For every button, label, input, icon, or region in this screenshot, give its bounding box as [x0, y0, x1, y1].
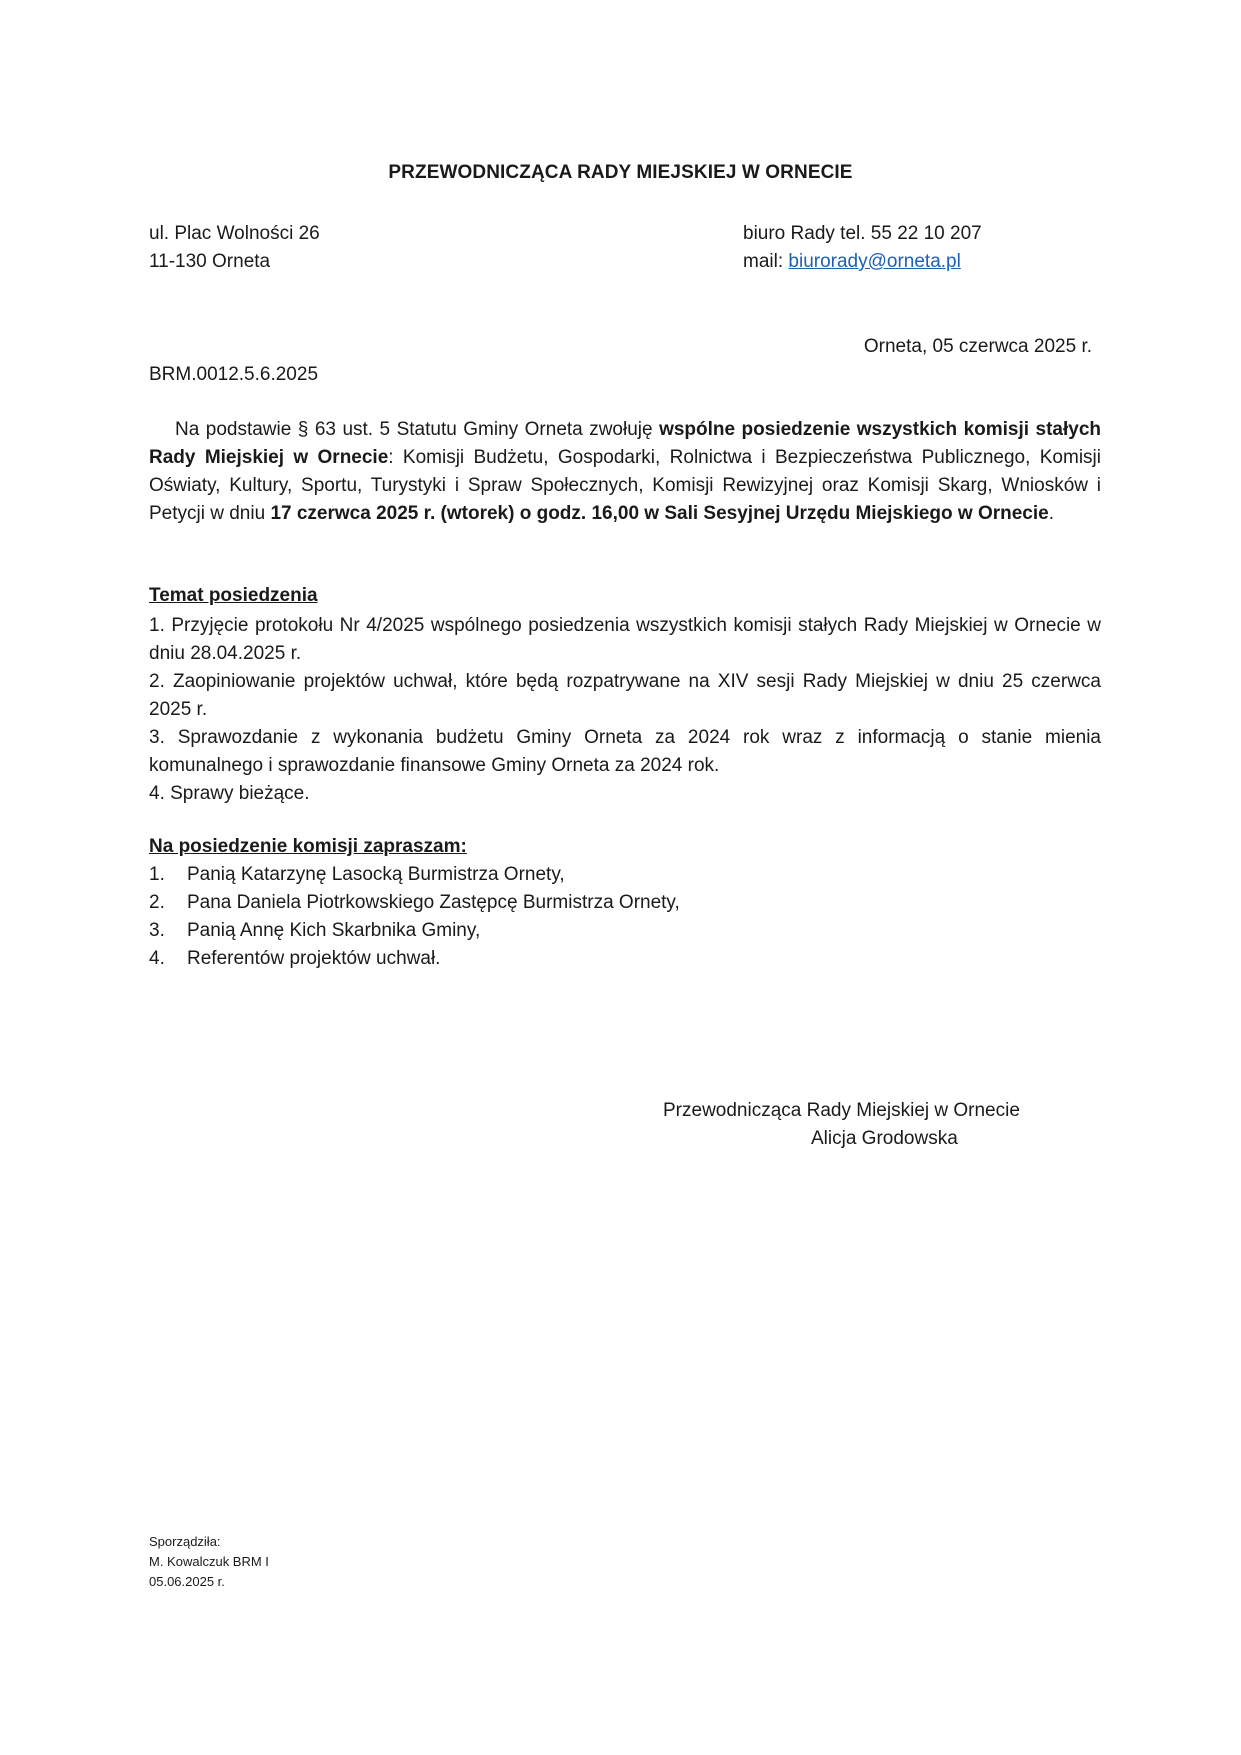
- agenda-item: 2. Zaopiniowanie projektów uchwał, które będą rozpatrywane na XIV sesji Rady Miejskiej w dniu 25 czerwca 2025 r.: [149, 671, 1101, 720]
- contact-block: [743, 220, 982, 276]
- list-item: [149, 889, 680, 917]
- mail-label: mail:: [743, 251, 789, 272]
- list-item-text: Referentów projektów uchwał.: [187, 948, 441, 969]
- list-item-number: 1.: [149, 864, 165, 885]
- intro-bold-2: 17 czerwca 2025 r. (wtorek) o godz. 16,00 w Sali Sesyjnej Urzędu Miejskiego w Ornecie: [270, 503, 1049, 524]
- list-item-number: 2.: [149, 892, 165, 913]
- address-city: 11-130 Orneta: [149, 251, 271, 272]
- agenda-item: 4. Sprawy bieżące.: [149, 783, 310, 804]
- contact-mail: [743, 248, 982, 276]
- list-item-number: 3.: [149, 920, 165, 941]
- intro-bold-1: wspólne posiedzenie wszystkich komisji stałych Rady Miejskiej w Ornecie: [149, 419, 1102, 468]
- agenda-item: 3. Sprawozdanie z wykonania budżetu Gminy Orneta za 2024 rok wraz z informacją o stanie mienia komunalnego i sprawozdanie finansowe Gminy Orneta za 2024 rok.: [149, 727, 1101, 776]
- agenda-item: 1. Przyjęcie protokołu Nr 4/2025 wspólnego posiedzenia wszystkich komisji stałych Rady Miejskiej w Ornecie w dniu 28.04.2025 r.: [149, 615, 1101, 664]
- list-item: [149, 917, 680, 945]
- mail-link[interactable]: biurorady@orneta.pl: [788, 251, 961, 272]
- list-item: [149, 861, 680, 889]
- agenda-section: [149, 582, 1101, 808]
- footer-author: M. Kowalczuk BRM I: [149, 1554, 269, 1569]
- list-item-text: Panią Annę Kich Skarbnika Gminy,: [187, 920, 481, 941]
- signature-block: [663, 1097, 1063, 1153]
- contact-phone: biuro Rady tel. 55 22 10 207: [743, 223, 982, 244]
- reference-number: BRM.0012.5.6.2025: [149, 364, 319, 385]
- invitations-heading: Na posiedzenie komisji zapraszam:: [149, 836, 467, 857]
- signature-role: Przewodnicząca Rady Miejskiej w Ornecie: [663, 1100, 1020, 1121]
- intro-text-1: Na podstawie § 63 ust. 5 Statutu Gminy Orneta zwołuję: [175, 419, 660, 440]
- list-item-number: 4.: [149, 948, 165, 969]
- intro-paragraph: [149, 416, 1101, 528]
- agenda-heading: Temat posiedzenia: [149, 585, 318, 606]
- list-item-text: Pana Daniela Piotrkowskiego Zastępcę Burmistrza Ornety,: [187, 892, 680, 913]
- footer-date: 05.06.2025 r.: [149, 1574, 225, 1589]
- list-item: [149, 945, 680, 973]
- list-item-text: Panią Katarzynę Lasocką Burmistrza Ornety,: [187, 864, 565, 885]
- date-line: Orneta, 05 czerwca 2025 r.: [863, 336, 1092, 357]
- address-block: [149, 220, 320, 276]
- prepared-by-footer: [149, 1532, 269, 1592]
- intro-text-3: .: [1048, 503, 1055, 524]
- invitations-section: [149, 833, 680, 973]
- document-title: PRZEWODNICZĄCA RADY MIEJSKIEJ W ORNECIE: [388, 162, 853, 183]
- signature-name: Alicja Grodowska: [811, 1128, 958, 1149]
- address-street: ul. Plac Wolności 26: [149, 223, 320, 244]
- intro-text-2: : Komisji Budżetu, Gospodarki, Rolnictwa i Bezpieczeństwa Publicznego, Komisji Oświaty, Kultury, Sportu, Turystyki i Spraw Społecznych, Komisji Rewizyjnej oraz Komisji Skarg, Wniosków i Petycji w dniu: [149, 447, 1101, 524]
- footer-label: Sporządziła:: [149, 1534, 221, 1549]
